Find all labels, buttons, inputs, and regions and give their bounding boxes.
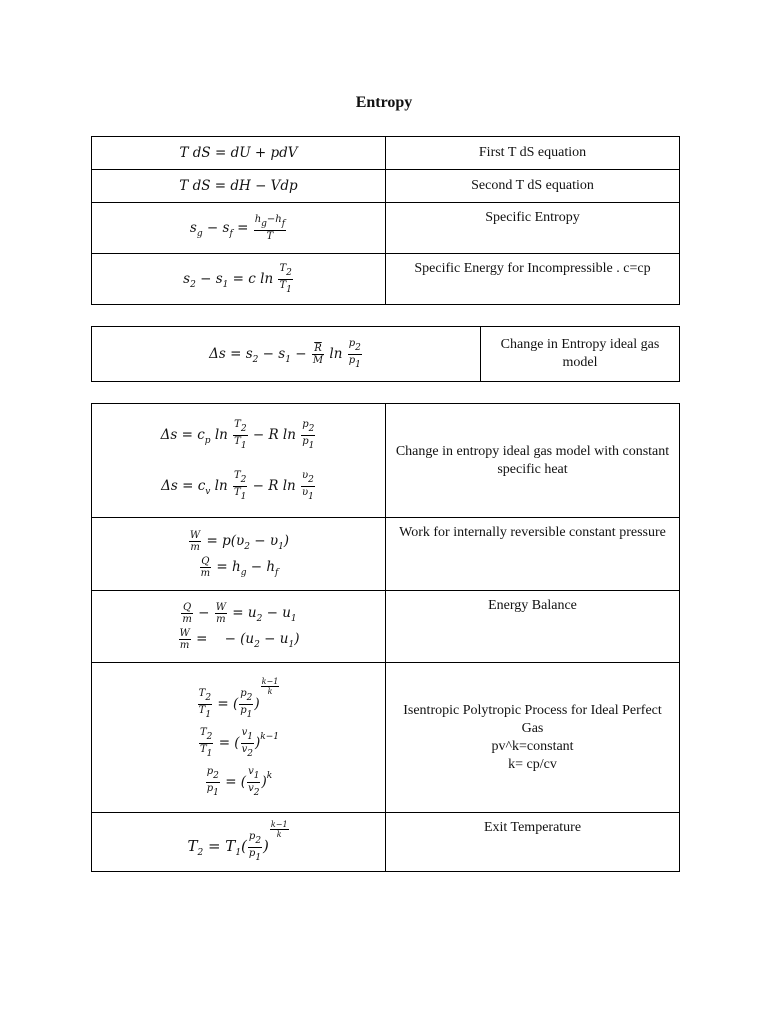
adiabatic-work-equation: $\frac{W}{m}$ = − $(u_2 - u_1)$	[179, 628, 300, 651]
equation-cell	[92, 137, 386, 170]
temperature-pressure-ratio-equation: $\frac{T2}{T1}$ = ( $\frac{p2}{p1}$ ) $\frac{k-1}{k}$	[198, 676, 279, 720]
equation-cell	[92, 170, 386, 203]
table-row	[92, 591, 680, 663]
second-tds-equation: T dS = dH − Vdp	[179, 178, 298, 194]
ideal-gas-entropy-equation: $\Delta s = s_2 - s_1$ − $\frac{\overline{R}}{M}$ ln $\frac{p2}{p1}$	[209, 337, 361, 370]
equation-cell	[92, 813, 386, 872]
description-cell: Work for internally reversible constant pressure	[386, 518, 680, 591]
equation-cell	[92, 591, 386, 663]
cv-entropy-equation: $\Delta s = c_v$ ln $\frac{T2}{T1}$ − R ln $\frac{\upsilon 2}{\upsilon 1}$	[161, 469, 314, 502]
description-cell: Exit Temperature	[386, 813, 680, 872]
description-cell: Change in entropy ideal gas model with constant specific heat	[386, 404, 680, 518]
description-cell: Change in Entropy ideal gas model	[481, 327, 680, 382]
equation-cell	[92, 518, 386, 591]
equation-cell	[92, 663, 386, 813]
description-cell: Specific Entropy	[386, 203, 680, 254]
table-row	[92, 813, 680, 872]
ideal-gas-entropy-table	[91, 326, 680, 382]
work-per-mass-equation: $\frac{W}{m}$ = $p(\upsilon_2 - \upsilon_1)$	[189, 529, 290, 553]
table-row	[92, 170, 680, 203]
first-tds-equation: T dS = dU + pdV	[179, 145, 298, 161]
specific-entropy-equation: $s_g - s_f$ = $\frac{hg-hf}{T}$	[189, 214, 286, 242]
equation-cell	[92, 404, 386, 518]
entropy-equations-table	[91, 136, 680, 305]
description-cell: Energy Balance	[386, 591, 680, 663]
description-cell	[386, 663, 680, 813]
table-row	[92, 518, 680, 591]
table-row	[92, 203, 680, 254]
pressure-volume-ratio-equation: $\frac{p2}{p1}$ = ( $\frac{v1}{v2}$ )$^k$	[206, 765, 273, 798]
exit-temperature-equation: $T_2 = T_1$( $\frac{p2}{p1}$ ) $\frac{k-1}{k}$	[187, 820, 288, 863]
equation-cell	[92, 327, 481, 382]
equation-cell	[92, 203, 386, 254]
table-row	[92, 137, 680, 170]
description-cell: Second T dS equation	[386, 170, 680, 203]
description-line: Isentropic Polytropic Process for Ideal Perfect Gas	[403, 702, 662, 736]
energy-balance-equation: $\frac{Q}{m}$ − $\frac{W}{m}$ = $u_2 - u_1$	[182, 602, 297, 625]
description-cell: Specific Energy for Incompressible . c=cp	[386, 254, 680, 305]
incompressible-entropy-equation: $s_2 - s_1 = c$ ln $\frac{T2}{T1}$	[183, 262, 292, 295]
equation-cell	[92, 254, 386, 305]
description-line: pv^k=constant	[491, 738, 574, 754]
cp-entropy-equation: $\Delta s = c_p$ ln $\frac{T2}{T1}$ − R ln $\frac{p2}{p1}$	[160, 418, 315, 451]
temperature-volume-ratio-equation: $\frac{T2}{T1}$ = ( $\frac{v1}{v2}$ )$^{k-1}$	[200, 726, 279, 759]
page-title: Entropy	[355, 94, 413, 111]
description-cell: First T dS equation	[386, 137, 680, 170]
table-row	[92, 327, 680, 382]
process-equations-table	[91, 403, 680, 872]
table-row	[92, 663, 680, 813]
description-line: k= cp/cv	[508, 756, 557, 772]
table-row	[92, 404, 680, 518]
heat-per-mass-equation: $\frac{Q}{m}$ = $h_g - h_f$	[200, 555, 279, 579]
table-row	[92, 254, 680, 305]
